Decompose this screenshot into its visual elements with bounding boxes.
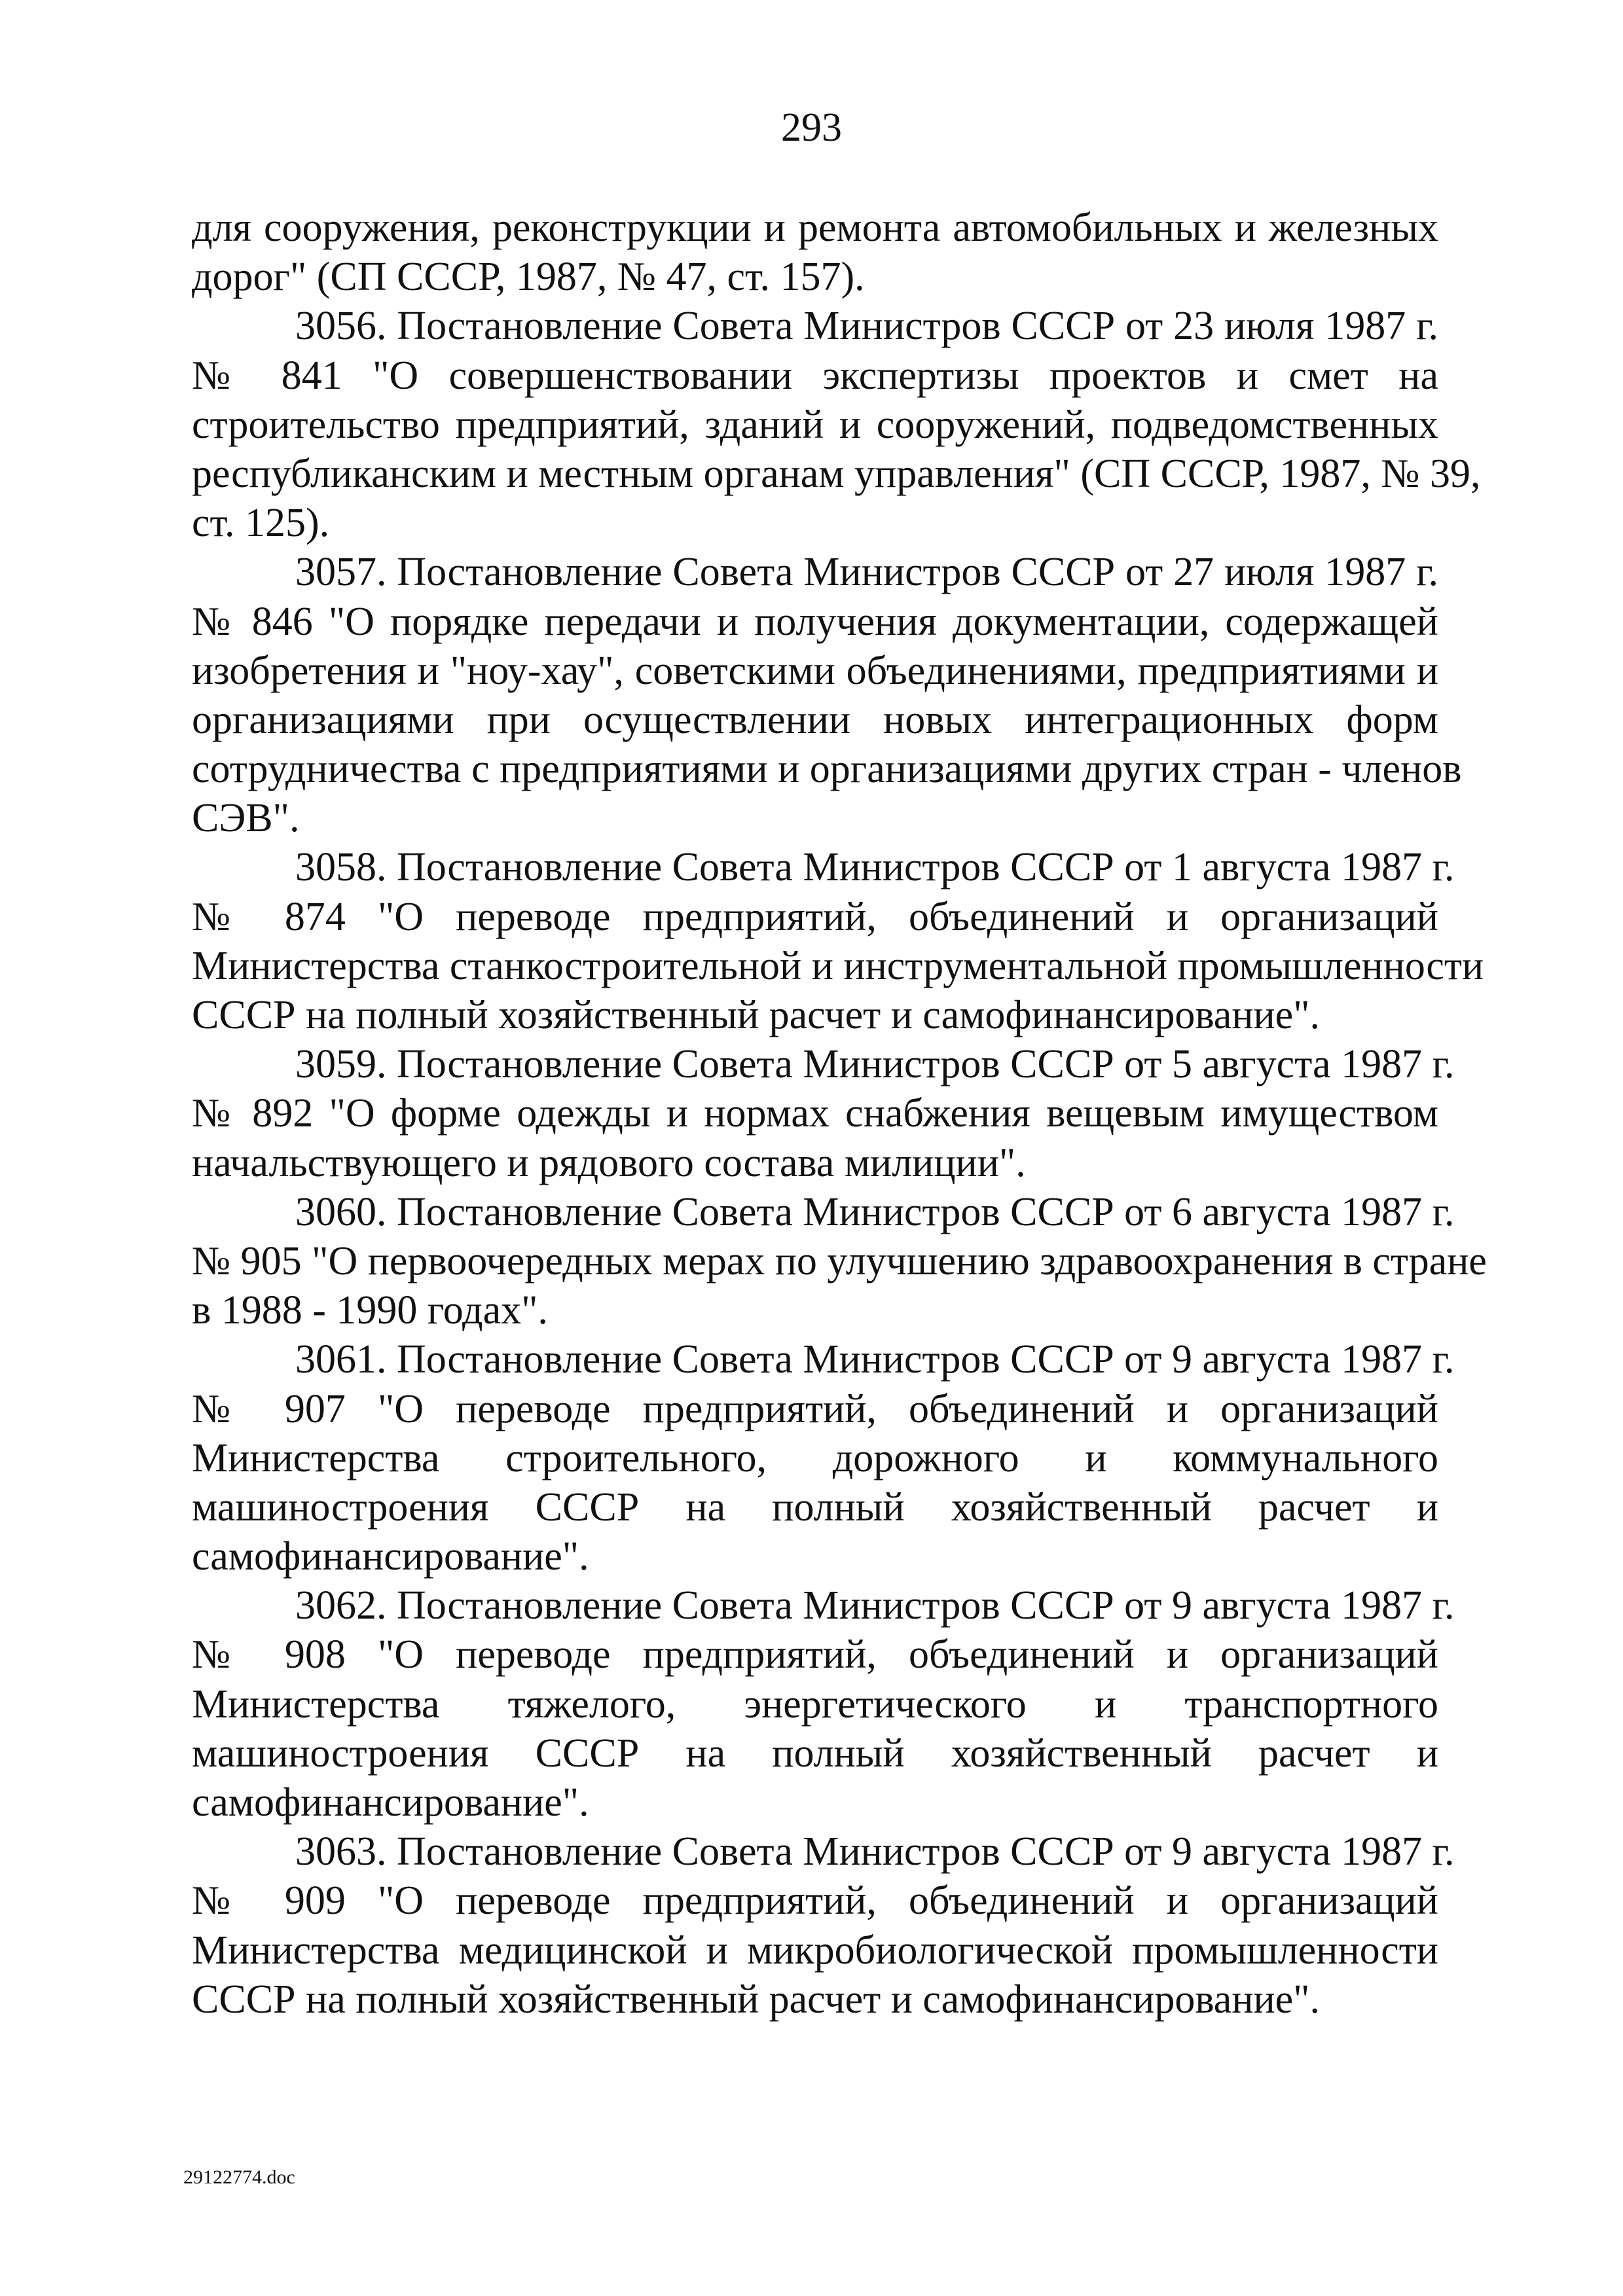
paragraph-entry [192, 548, 1462, 843]
page-number: 293 [781, 105, 842, 150]
text-line: № 846 "О порядке передачи и получения документации, содержащей [192, 599, 1438, 644]
text-line: 3062. Постановление Совета Министров СССР от 9 августа 1987 г. [295, 1583, 1455, 1628]
paragraph-continuation [192, 204, 1438, 302]
text-line: самофинансирование". [192, 1534, 589, 1579]
text-line: № 905 "О первоочередных мерах по улучшению здравоохранения в стране [192, 1238, 1487, 1283]
text-line: изобретения и "ноу-хау", советскими объединениями, предприятиями и [192, 648, 1438, 693]
text-line: Министерства медицинской и микробиологической промышленности [192, 1928, 1438, 1973]
text-line: СССР на полный хозяйственный расчет и самофинансирование". [192, 993, 1321, 1037]
text-line: начальствующего и рядового состава милиции". [192, 1140, 1026, 1185]
text-line: 3063. Постановление Совета Министров СССР от 9 августа 1987 г. [295, 1829, 1455, 1874]
text-line: № 909 "О переводе предприятий, объединений и организаций [192, 1878, 1438, 1924]
text-line: 3056. Постановление Совета Министров СССР от 23 июля 1987 г. [295, 304, 1438, 349]
text-line: 3058. Постановление Совета Министров СССР от 1 августа 1987 г. [295, 845, 1455, 890]
text-line: в 1988 - 1990 годах". [192, 1288, 548, 1333]
text-line: № 841 "О совершенствовании экспертизы проектов и смет на [192, 353, 1438, 398]
text-line: 3061. Постановление Совета Министров СССР от 9 августа 1987 г. [295, 1337, 1455, 1382]
text-line: 3060. Постановление Совета Министров СССР от 6 августа 1987 г. [295, 1189, 1455, 1234]
text-line: сотрудничества с предприятиями и организациями других стран - членов [192, 747, 1462, 792]
text-line: № 892 "О форме одежды и нормах снабжения вещевым имуществом [192, 1091, 1438, 1136]
text-line: ст. 125). [192, 501, 330, 546]
text-line: № 907 "О переводе предприятий, объединений и организаций [192, 1386, 1438, 1431]
text-line: Министерства станкостроительной и инструментальной промышленности [192, 943, 1484, 988]
paragraph-entry [192, 1335, 1455, 1581]
text-line: для сооружения, реконструкции и ремонта автомобильных и железных [192, 206, 1438, 250]
text-line: 3059. Постановление Совета Министров СССР от 5 августа 1987 г. [295, 1042, 1455, 1087]
text-line: дорог" (СП СССР, 1987, № 47, ст. 157). [192, 255, 865, 300]
text-line: № 874 "О переводе предприятий, объединений и организаций [192, 894, 1438, 939]
text-line: СЭВ". [192, 796, 300, 841]
text-line: самофинансирование". [192, 1780, 589, 1825]
paragraph-entry [192, 1581, 1455, 1827]
text-line: СССР на полный хозяйственный расчет и самофинансирование". [192, 1977, 1321, 2022]
paragraph-entry [192, 1827, 1455, 2024]
text-line: машиностроения СССР на полный хозяйственный расчет и [192, 1484, 1438, 1530]
document-body [192, 204, 1487, 2024]
text-line: республиканским и местным органам управления" (СП СССР, 1987, № 39, [192, 451, 1481, 496]
paragraph-entry [192, 302, 1481, 548]
text-line: 3057. Постановление Совета Министров СССР от 27 июля 1987 г. [295, 550, 1438, 595]
text-line: Министерства строительного, дорожного и коммунального [192, 1435, 1438, 1480]
text-line: № 908 "О переводе предприятий, объединений и организаций [192, 1632, 1438, 1677]
text-line: Министерства тяжелого, энергетического и транспортного [192, 1681, 1438, 1727]
text-line: организациями при осуществлении новых интеграционных форм [192, 697, 1438, 742]
footer-filename: 29122774.doc [183, 2166, 295, 2188]
paragraph-entry [192, 1188, 1487, 1336]
text-line: строительство предприятий, зданий и сооружений, подведомственных [192, 402, 1438, 447]
paragraph-entry [192, 1040, 1455, 1188]
paragraph-entry [192, 843, 1484, 1040]
text-line: машиностроения СССР на полный хозяйственный расчет и [192, 1731, 1438, 1776]
